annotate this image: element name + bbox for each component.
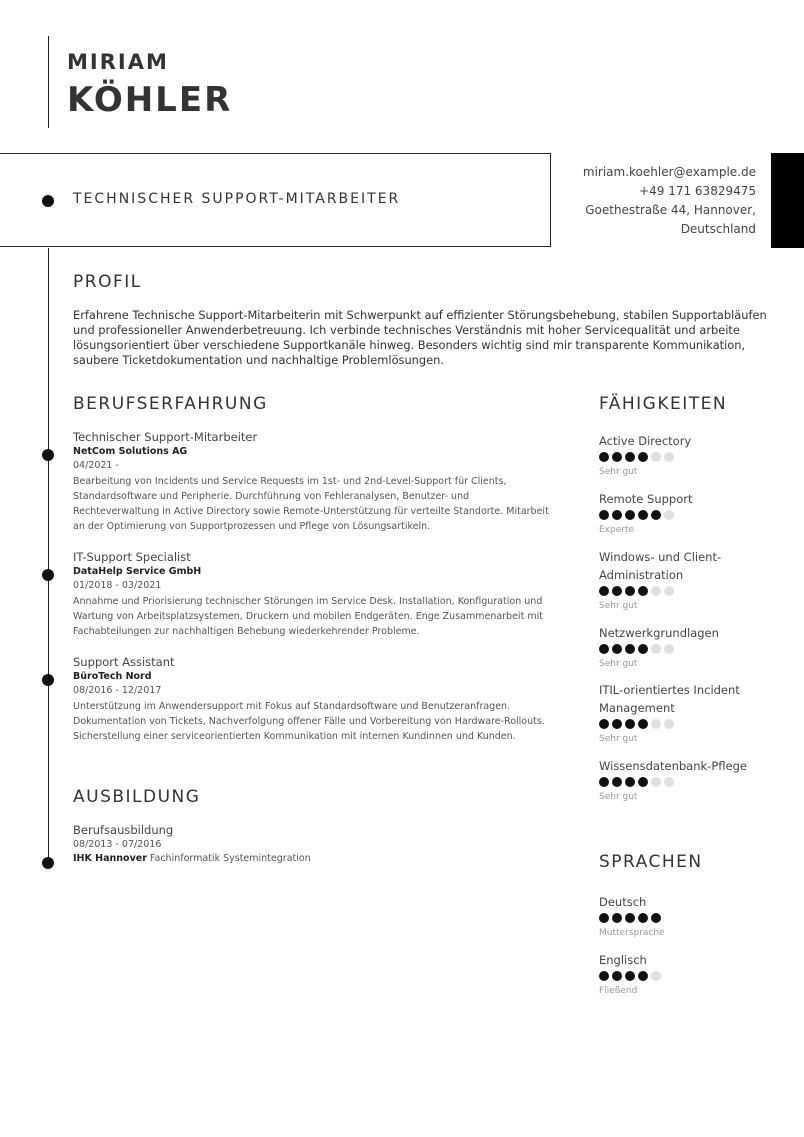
rating-dot-filled <box>638 971 648 981</box>
contact-address-line2: Deutschland <box>680 222 756 236</box>
rating-dot-filled <box>651 913 661 923</box>
timeline-dot <box>42 857 54 869</box>
skill-rating <box>599 586 729 596</box>
skill-rating <box>599 452 779 462</box>
rating-dot-filled <box>625 510 635 520</box>
rating-dot-filled <box>599 971 609 981</box>
rating-dot-filled <box>638 719 648 729</box>
rating-dot-filled <box>638 913 648 923</box>
header-accent-line <box>48 36 49 128</box>
skill-name: Windows- und Client-Administration <box>599 550 722 582</box>
skill-name: Active Directory <box>599 434 692 448</box>
experience-company: NetCom Solutions AG <box>73 446 188 457</box>
education-entry <box>73 823 553 866</box>
languages-heading: SPRACHEN <box>599 852 703 872</box>
rating-dot-filled <box>612 586 622 596</box>
language-level: Muttersprache <box>599 928 665 938</box>
rating-dot-empty <box>664 510 674 520</box>
job-title-bullet <box>42 195 54 207</box>
skill-rating <box>599 510 779 520</box>
rating-dot-filled <box>599 510 609 520</box>
rating-dot-filled <box>625 452 635 462</box>
skill-name: ITIL-orientiertes Incident Management <box>599 683 740 715</box>
skill-item <box>599 681 749 745</box>
profile-heading: PROFIL <box>73 272 142 292</box>
skill-level: Sehr gut <box>599 659 638 669</box>
rating-dot-filled <box>599 644 609 654</box>
rating-dot-filled <box>638 777 648 787</box>
language-name: Englisch <box>599 953 647 967</box>
rating-dot-empty <box>651 644 661 654</box>
contact-email[interactable]: miriam.koehler@example.de <box>582 165 756 179</box>
skill-item <box>599 548 729 612</box>
language-name: Deutsch <box>599 895 647 909</box>
rating-dot-filled <box>599 777 609 787</box>
profile-text: Erfahrene Technische Support-Mitarbeiterin mit Schwerpunkt auf effizienter Störungsbehebung, stabilen Supportabläufen und professioneller Anwenderbetreuung. Ich verbinde technisches Verständnis mit hoher Servicequalität und arbeite lösungsorientiert über verschiedene Supportkanäle hinweg. Besonders wichtig sind mir transparente Kommunikation, saubere Ticketdokumentation und nachhaltige Problemlösungen. <box>73 308 767 367</box>
language-rating <box>599 913 779 923</box>
experience-entry <box>73 430 553 534</box>
rating-dot-empty <box>651 586 661 596</box>
experience-title: Technischer Support-Mitarbeiter <box>73 430 258 444</box>
experience-company: DataHelp Service GmbH <box>73 566 202 577</box>
rating-dot-filled <box>612 644 622 654</box>
education-title: Berufsausbildung <box>73 823 174 837</box>
skill-level: Sehr gut <box>599 601 638 611</box>
timeline-dot <box>42 449 54 461</box>
skill-rating <box>599 719 749 729</box>
skill-name: Wissensdatenbank-Pflege <box>599 759 747 773</box>
rating-dot-filled <box>599 452 609 462</box>
rating-dot-filled <box>625 586 635 596</box>
rating-dot-filled <box>612 971 622 981</box>
skill-item <box>599 432 779 478</box>
rating-dot-filled <box>625 777 635 787</box>
rating-dot-filled <box>599 719 609 729</box>
experience-date: 04/2021 - <box>73 460 119 471</box>
language-level: Fließend <box>599 986 638 996</box>
first-name: MIRIAM <box>67 50 169 74</box>
experience-title: Support Assistant <box>73 655 175 669</box>
skill-name: Netzwerkgrundlagen <box>599 626 719 640</box>
experience-heading: BERUFSERFAHRUNG <box>73 394 268 414</box>
skill-rating <box>599 777 779 787</box>
education-date: 08/2013 - 07/2016 <box>73 839 162 850</box>
rating-dot-filled <box>599 913 609 923</box>
rating-dot-filled <box>599 586 609 596</box>
education-field: Fachinformatik Systemintegration <box>149 853 311 864</box>
rating-dot-filled <box>638 452 648 462</box>
skill-rating <box>599 644 779 654</box>
skill-level: Sehr gut <box>599 734 638 744</box>
rating-dot-filled <box>625 644 635 654</box>
skill-level: Sehr gut <box>599 467 638 477</box>
education-institution: IHK Hannover <box>73 853 147 864</box>
experience-entry <box>73 655 553 744</box>
education-heading: AUSBILDUNG <box>73 787 201 807</box>
contact-block <box>583 163 756 239</box>
experience-description: Annahme und Priorisierung technischer Störungen im Service Desk. Installation, Konfiguration und Wartung von Arbeitsplatzsystemen, Druckern und mobilen Endgeräten. Enge Zusammenarbeit mit Fachabteilungen zur nachhaltigen Behebung wiederkehrender Probleme. <box>73 596 543 637</box>
education-institution-line <box>73 852 553 866</box>
language-item <box>599 951 779 997</box>
rating-dot-filled <box>625 913 635 923</box>
rating-dot-filled <box>612 913 622 923</box>
skills-heading: FÄHIGKEITEN <box>599 394 728 414</box>
experience-date: 08/2016 - 12/2017 <box>73 685 162 696</box>
rating-dot-filled <box>638 586 648 596</box>
rating-dot-filled <box>625 719 635 729</box>
rating-dot-empty <box>651 719 661 729</box>
rating-dot-empty <box>651 452 661 462</box>
last-name: KÖHLER <box>67 80 233 120</box>
rating-dot-empty <box>651 971 661 981</box>
skill-level: Sehr gut <box>599 792 638 802</box>
experience-date: 01/2018 - 03/2021 <box>73 580 162 591</box>
timeline-dot <box>42 674 54 686</box>
language-rating <box>599 971 779 981</box>
language-item <box>599 893 779 939</box>
timeline-line <box>48 248 49 864</box>
rating-dot-empty <box>664 777 674 787</box>
rating-dot-empty <box>664 452 674 462</box>
rating-dot-filled <box>612 719 622 729</box>
experience-description: Bearbeitung von Incidents und Service Requests im 1st- und 2nd-Level-Support für Clients, Standardsoftware und Peripherie. Durchführung von Fehleranalysen, Benutzer- und Rechteverwaltung in Active Directory sowie Remote-Unterstützung für verteilte Standorte. Mitarbeit an der Optimierung von Supportprozessen und Pflege von Lösungsartikeln. <box>73 476 549 532</box>
rating-dot-filled <box>612 510 622 520</box>
rating-dot-filled <box>612 777 622 787</box>
rating-dot-filled <box>625 971 635 981</box>
rating-dot-empty <box>664 719 674 729</box>
skill-item <box>599 490 779 536</box>
skill-name: Remote Support <box>599 492 693 506</box>
experience-entry <box>73 550 553 639</box>
skill-item <box>599 757 779 803</box>
accent-block <box>771 153 804 248</box>
job-title: TECHNISCHER SUPPORT-MITARBEITER <box>73 191 401 207</box>
rating-dot-empty <box>651 777 661 787</box>
rating-dot-filled <box>612 452 622 462</box>
experience-title: IT-Support Specialist <box>73 550 191 564</box>
rating-dot-filled <box>638 644 648 654</box>
rating-dot-filled <box>651 510 661 520</box>
experience-description: Unterstützung im Anwendersupport mit Fokus auf Standardsoftware und Benutzeranfragen. Dokumentation von Tickets, Nachverfolgung offener Fälle und Vorbereitung von Hardware-Rollouts. Sicherstellung einer serviceorientierten Kommunikation mit internen Kundinnen und Kunden. <box>73 701 545 742</box>
experience-company: BüroTech Nord <box>73 671 152 682</box>
rating-dot-filled <box>638 510 648 520</box>
rating-dot-empty <box>664 644 674 654</box>
skill-level: Experte <box>599 525 635 535</box>
rating-dot-empty <box>664 586 674 596</box>
timeline-dot <box>42 569 54 581</box>
contact-address-line1: Goethestraße 44, Hannover, <box>585 203 756 217</box>
skill-item <box>599 624 779 670</box>
contact-phone[interactable]: +49 171 63829475 <box>639 184 756 198</box>
